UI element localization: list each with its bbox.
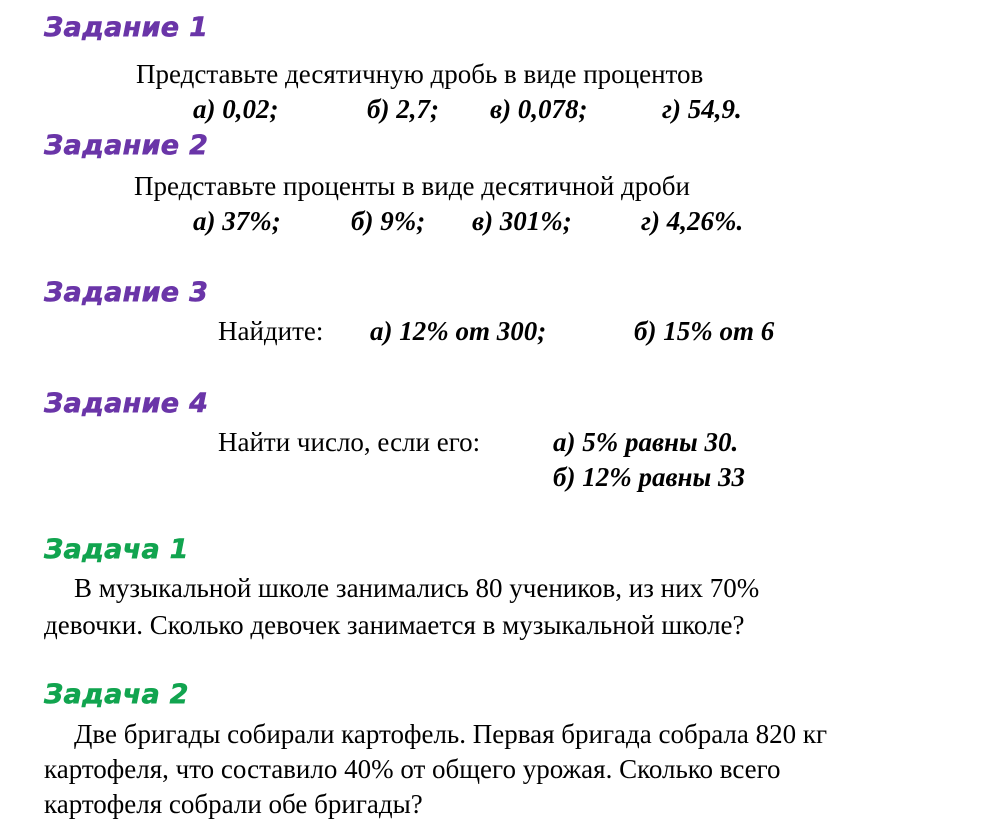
problem1-line-2: девочки. Сколько девочек занимается в музыкальной школе? [44,610,745,640]
task1-item-v: в) 0,078; [490,94,588,124]
problem2-line-1: Две бригады собирали картофель. Первая бригада собрала 820 кг [74,719,828,749]
task4-item-b: б) 12% равны 33 [553,462,745,492]
problem1-line-1: В музыкальной школе занимались 80 учеников, из них 70% [74,573,760,603]
task3-heading: Задание 3 [44,277,209,308]
task3-item-a: а) 12% от 300; [370,316,547,346]
task3-prompt: Найдите: [218,316,324,346]
task4-item-a: а) 5% равны 30. [553,427,739,457]
problem2-heading: Задача 2 [44,679,189,710]
problem2-line-2: картофеля, что составило 40% от общего урожая. Сколько всего [44,754,781,784]
task2-item-a: а) 37%; [193,206,281,236]
problem2-line-3: картофеля собрали обе бригады? [44,789,423,819]
problem1-heading: Задача 1 [44,534,189,565]
task1-item-b: б) 2,7; [367,94,439,124]
task4-prompt: Найти число, если его: [218,427,481,457]
task4-heading: Задание 4 [44,388,209,419]
task2-item-v: в) 301%; [472,206,572,236]
task2-item-g: г) 4,26%. [641,206,744,236]
task1-prompt: Представьте десятичную дробь в виде процентов [136,59,704,89]
task1-heading: Задание 1 [44,12,209,43]
task3-item-b: б) 15% от 6 [634,316,775,346]
task2-heading: Задание 2 [44,130,209,161]
task2-item-b: б) 9%; [351,206,426,236]
task1-item-a: а) 0,02; [193,94,279,124]
task2-prompt: Представьте проценты в виде десятичной дроби [134,171,690,201]
task1-item-g: г) 54,9. [662,94,742,124]
